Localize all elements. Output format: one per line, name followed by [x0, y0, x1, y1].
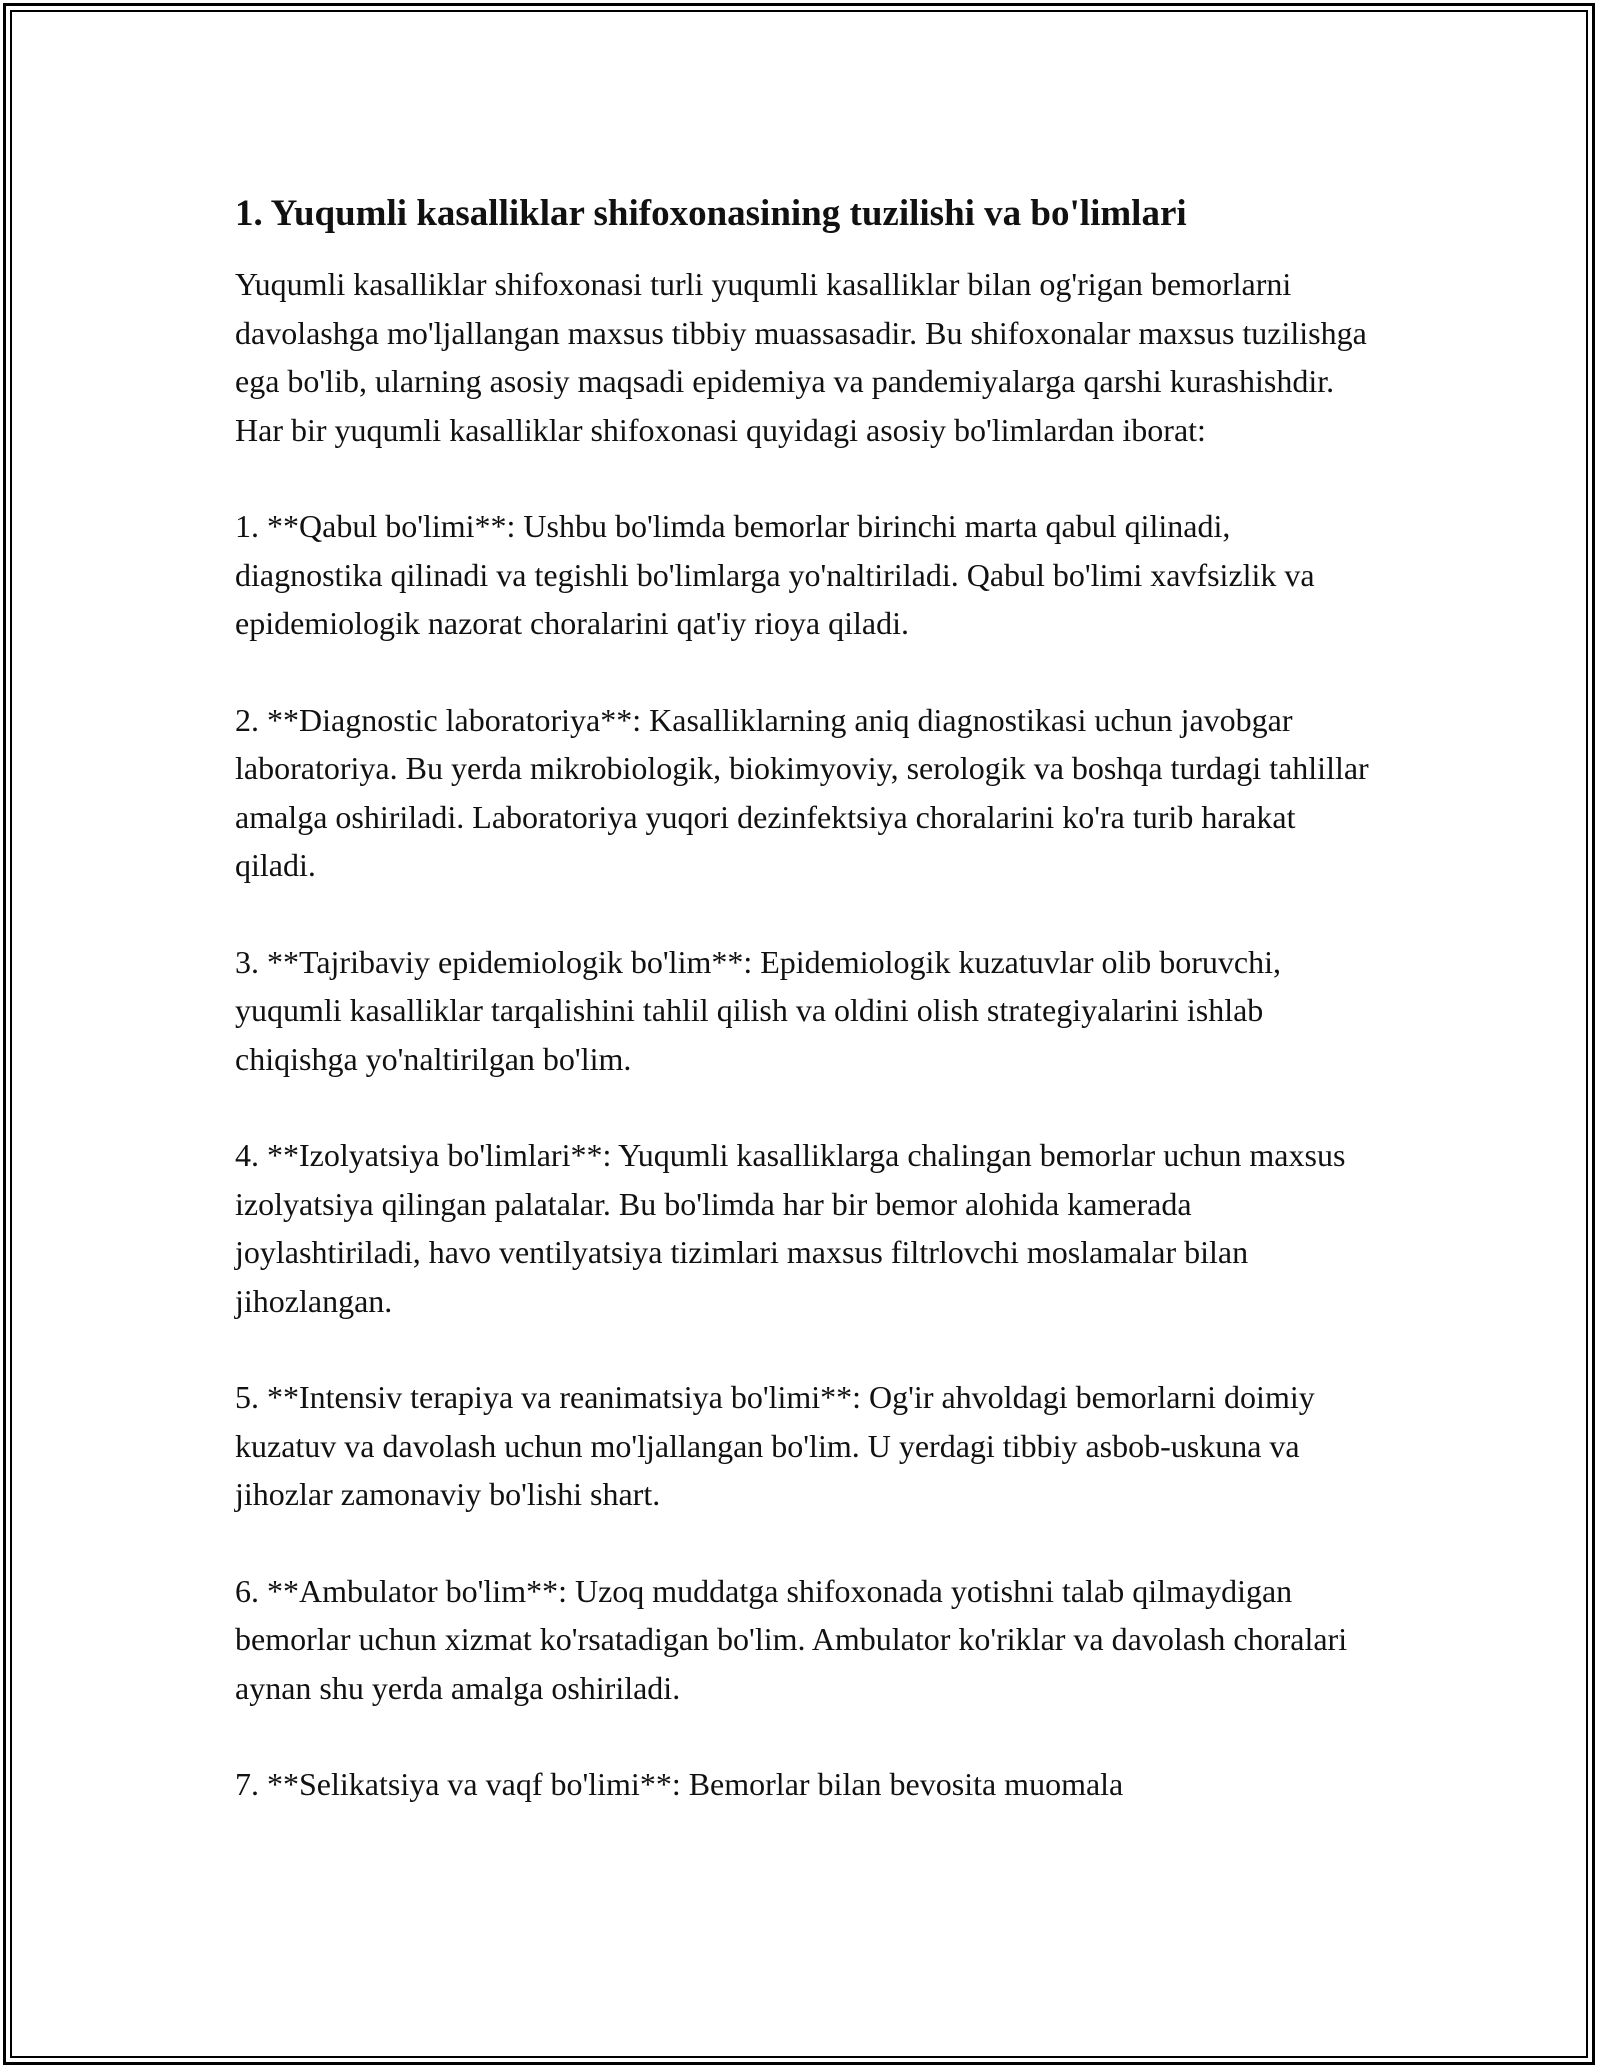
section-item-3: 3. **Tajribaviy epidemiologik bo'lim**: Epidemiologik kuzatuvlar olib boruvchi, yuqumli kasalliklar tarqalishini tahlil qilish va oldini olish strategiyalarini ishlab chiqishga yo'naltirilgan bo'lim.	[235, 943, 1282, 1077]
section-item-4: 4. **Izolyatsiya bo'limlari**: Yuqumli kasalliklarga chalingan bemorlar uchun maxsus izolyatsiya qilingan palatalar. Bu bo'limda har bir bemor alohida kamerada joylashtiriladi, havo ventilyatsiya tizimlari maxsus filtrlovchi moslamalar bilan jihozlangan.	[235, 1137, 1346, 1319]
document-body	[235, 188, 1370, 1857]
intro-paragraph: Yuqumli kasalliklar shifoxonasi turli yuqumli kasalliklar bilan og'rigan bemorlarni davolashga mo'ljallangan maxsus tibbiy muassasadir. Bu shifoxonalar maxsus tuzilishga ega bo'lib, ularning asosiy maqsadi epidemiya va pandemiyalarga qarshi kurashishdir. Har bir yuqumli kasalliklar shifoxonasi quyidagi asosiy bo'limlardan iborat:	[235, 266, 1367, 448]
document-title: 1. Yuqumli kasalliklar shifoxonasining tuzilishi va bo'limlari	[235, 193, 1187, 234]
section-item-1: 1. **Qabul bo'limi**: Ushbu bo'limda bemorlar birinchi marta qabul qilinadi, diagnostika qilinadi va tegishli bo'limlarga yo'naltiriladi. Qabul bo'limi xavfsizlik va epidemiologik nazorat choralarini qat'iy rioya qiladi.	[235, 508, 1315, 641]
section-item-6: 6. **Ambulator bo'lim**: Uzoq muddatga shifoxonada yotishni talab qilmaydigan bemorlar uchun xizmat ko'rsatadigan bo'lim. Ambulator ko'riklar va davolash choralari aynan shu yerda amalga oshiriladi.	[235, 1572, 1348, 1706]
section-item-5: 5. **Intensiv terapiya va reanimatsiya bo'limi**: Og'ir ahvoldagi bemorlarni doimiy kuzatuv va davolash uchun mo'ljallangan bo'lim. U yerdagi tibbiy asbob-uskuna va jihozlar zamonaviy bo'lishi shart.	[235, 1379, 1315, 1512]
section-item-7: 7. **Selikatsiya va vaqf bo'limi**: Bemorlar bilan bevosita muomala	[235, 1766, 1124, 1802]
section-item-2: 2. **Diagnostic laboratoriya**: Kasalliklarning aniq diagnostikasi uchun javobgar laboratoriya. Bu yerda mikrobiologik, biokimyoviy, serologik va boshqa turdagi tahlillar amalga oshiriladi. Laboratoriya yuqori dezinfektsiya choralarini ko'ra turib harakat qiladi.	[235, 701, 1369, 883]
